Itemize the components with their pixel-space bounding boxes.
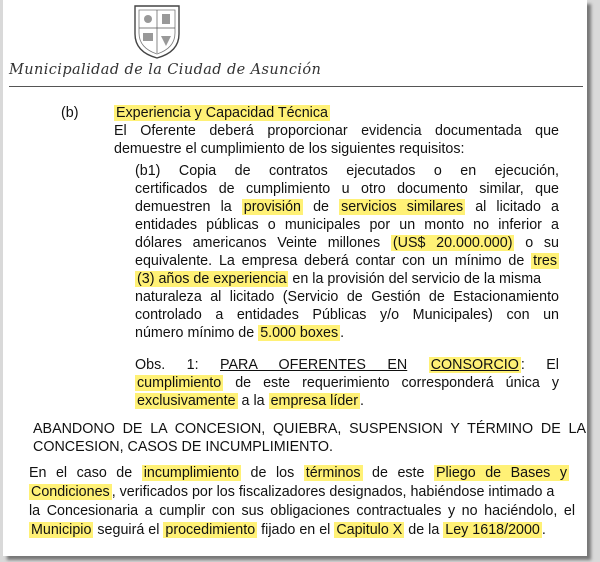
b1-line-2: certificados de cumplimiento u otro documento similar, que [135,181,559,197]
b1-line-7: (3) años de experiencia en la provisión del servicio de la misma [137,271,542,287]
abandono-line-2: CONCESION, CASOS DE INCUMPLIMIENTO. [33,439,334,455]
document-page [3,0,587,556]
b1-line-4: entidades públicas o municipales por un monto no inferior a [135,217,559,233]
b1-line-8: naturaleza al licitado (Servicio de Gestión de Estacionamiento [135,289,559,305]
b1-line-6: equivalente. La empresa deberá contar con un mínimo de tres [135,253,557,269]
section-label: (b) [61,105,79,121]
final-line-4: Municipio seguirá el procedimiento fijado en el Capitulo X de la Ley 1618/2000 . [31,522,546,538]
final-line-1: En el caso de incumplimiento de los términos de este Pliego de Bases y [29,465,567,481]
municipal-seal-icon [131,4,183,60]
intro-line-1: El Oferente deberá proporcionar evidencia documentada que [114,123,559,139]
b1-line-3: demuestren la provisión de servicios similares al licitado a [135,199,559,215]
final-line-2: Condiciones , verificados por los fiscalizadores designados, habiéndose intimado a [31,484,555,500]
section-title: Experiencia y Capacidad Técnica [116,105,328,121]
intro-line-2: demuestre el cumplimiento de los siguientes requisitos: [114,141,465,157]
b1-line-9: controlado a entidades Públicas y/o Municipales) con un [135,307,559,323]
obs-line-2: cumplimiento de este requerimiento corresponderá única y [137,375,559,391]
b1-line-5: dólares americanos Veinte millones (US$ 20.000.000) o su [135,235,559,251]
final-line-3: la Concesionaria a cumplir con sus obligaciones contractuales y no haciéndolo, el [29,503,575,519]
header-rule [9,86,583,87]
b1-line-10: número mínimo de 5.000 boxes . [135,325,345,341]
b1-line-1: (b1) Copia de contratos ejecutados o en ejecución, [135,163,559,179]
obs-line-3: exclusivamente a la empresa líder . [137,393,364,409]
obs-line-1: Obs. 1: PARA OFERENTES EN CONSORCIO : El [135,357,559,373]
abandono-line-1: ABANDONO DE LA CONCESION, QUIEBRA, SUSPENSION Y TÉRMINO DE LA [33,421,586,437]
institution-title: Municipalidad de la Ciudad de Asunción [9,62,322,78]
